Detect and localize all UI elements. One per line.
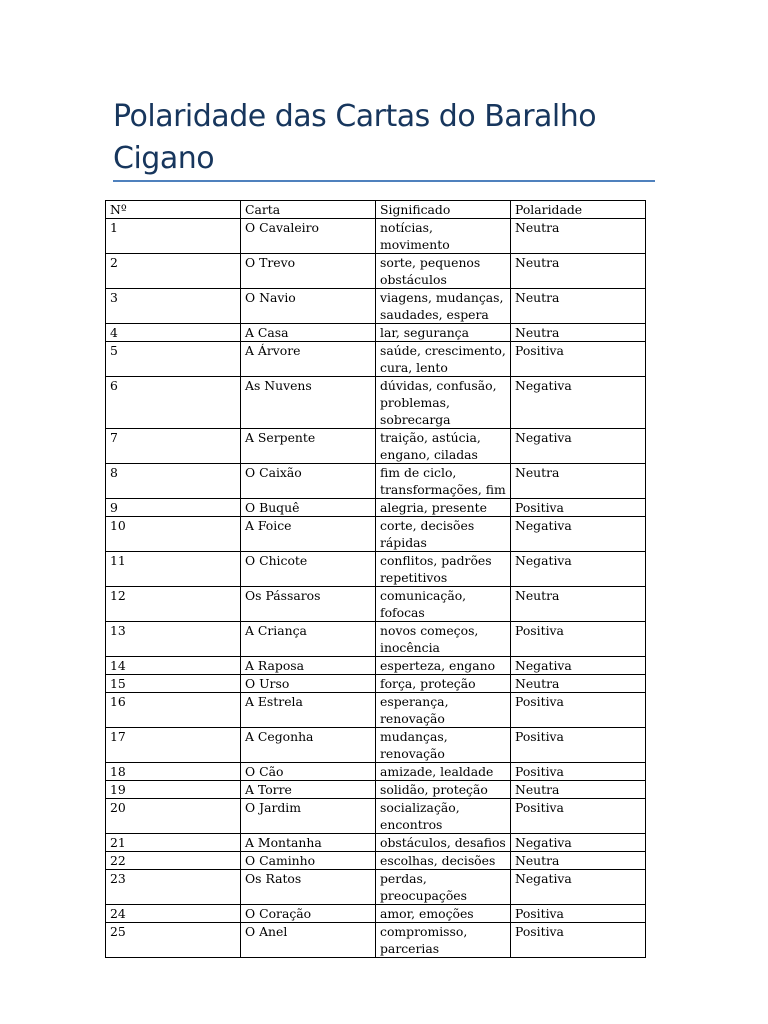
cell-meaning: comunicação, fofocas [376, 587, 511, 622]
cell-card: Os Pássaros [241, 587, 376, 622]
cell-card: Os Ratos [241, 870, 376, 905]
cell-number: 19 [106, 781, 241, 799]
cell-number: 18 [106, 763, 241, 781]
cell-polarity: Neutra [511, 587, 646, 622]
table-row [106, 254, 646, 289]
table-row [106, 517, 646, 552]
cell-card: O Chicote [241, 552, 376, 587]
cell-card: O Navio [241, 289, 376, 324]
cell-meaning: saúde, crescimento, cura, lento [376, 342, 511, 377]
cell-polarity: Neutra [511, 289, 646, 324]
cell-number: 23 [106, 870, 241, 905]
cell-number: 1 [106, 219, 241, 254]
cell-card: A Criança [241, 622, 376, 657]
cell-meaning: obstáculos, desafios [376, 834, 511, 852]
cell-meaning: esperança, renovação [376, 693, 511, 728]
table-row [106, 622, 646, 657]
cell-card: O Coração [241, 905, 376, 923]
cell-polarity: Positiva [511, 622, 646, 657]
cell-meaning: corte, decisões rápidas [376, 517, 511, 552]
table-row [106, 834, 646, 852]
cell-polarity: Neutra [511, 852, 646, 870]
cell-polarity: Positiva [511, 905, 646, 923]
cell-meaning: força, proteção [376, 675, 511, 693]
cell-card: O Anel [241, 923, 376, 958]
table-row [106, 499, 646, 517]
cell-card: O Trevo [241, 254, 376, 289]
cell-card: A Montanha [241, 834, 376, 852]
cell-card: O Urso [241, 675, 376, 693]
cell-meaning: lar, segurança [376, 324, 511, 342]
cell-number: 14 [106, 657, 241, 675]
table-header-row [106, 201, 646, 219]
cell-card: O Jardim [241, 799, 376, 834]
table-row [106, 693, 646, 728]
table-row [106, 377, 646, 429]
table-row [106, 657, 646, 675]
cell-card: As Nuvens [241, 377, 376, 429]
cell-polarity: Neutra [511, 254, 646, 289]
cell-meaning: conflitos, padrões repetitivos [376, 552, 511, 587]
cell-polarity: Negativa [511, 377, 646, 429]
cell-meaning: socialização, encontros [376, 799, 511, 834]
table-row [106, 763, 646, 781]
cell-meaning: dúvidas, confusão, problemas, sobrecarga [376, 377, 511, 429]
table-row [106, 781, 646, 799]
cell-meaning: compromisso, parcerias [376, 923, 511, 958]
cell-meaning: fim de ciclo, transformações, fim [376, 464, 511, 499]
cell-polarity: Negativa [511, 657, 646, 675]
cell-polarity: Neutra [511, 675, 646, 693]
table-row [106, 552, 646, 587]
cell-polarity: Positiva [511, 728, 646, 763]
cell-meaning: perdas, preocupações [376, 870, 511, 905]
table-row [106, 324, 646, 342]
cell-meaning: alegria, presente [376, 499, 511, 517]
cell-number: 15 [106, 675, 241, 693]
cell-polarity: Negativa [511, 870, 646, 905]
cell-card: A Torre [241, 781, 376, 799]
cell-polarity: Neutra [511, 781, 646, 799]
cell-meaning: viagens, mudanças, saudades, espera [376, 289, 511, 324]
table-row [106, 923, 646, 958]
cell-card: A Árvore [241, 342, 376, 377]
cell-number: 21 [106, 834, 241, 852]
cell-meaning: mudanças, renovação [376, 728, 511, 763]
cell-number: 13 [106, 622, 241, 657]
cell-polarity: Positiva [511, 499, 646, 517]
cell-polarity: Positiva [511, 763, 646, 781]
cell-card: A Casa [241, 324, 376, 342]
cards-table [105, 200, 646, 958]
cell-meaning: esperteza, engano [376, 657, 511, 675]
title-underline [113, 180, 655, 182]
cell-polarity: Neutra [511, 324, 646, 342]
table-row [106, 870, 646, 905]
table-row [106, 799, 646, 834]
cell-meaning: notícias, movimento [376, 219, 511, 254]
cell-card: A Serpente [241, 429, 376, 464]
cell-card: A Foice [241, 517, 376, 552]
cell-meaning: amizade, lealdade [376, 763, 511, 781]
table-row [106, 587, 646, 622]
cell-card: O Cão [241, 763, 376, 781]
cell-card: O Caminho [241, 852, 376, 870]
cell-card: O Caixão [241, 464, 376, 499]
table-row [106, 852, 646, 870]
cell-meaning: traição, astúcia, engano, ciladas [376, 429, 511, 464]
table-row [106, 342, 646, 377]
page-title: Polaridade das Cartas do Baralho Cigano [113, 99, 597, 176]
cell-meaning: sorte, pequenos obstáculos [376, 254, 511, 289]
cell-meaning: escolhas, decisões [376, 852, 511, 870]
table-row [106, 464, 646, 499]
cell-polarity: Neutra [511, 464, 646, 499]
cell-polarity: Negativa [511, 517, 646, 552]
cell-card: O Buquê [241, 499, 376, 517]
cell-number: 9 [106, 499, 241, 517]
cell-number: 24 [106, 905, 241, 923]
cell-number: 11 [106, 552, 241, 587]
cell-card: A Raposa [241, 657, 376, 675]
cell-card: O Cavaleiro [241, 219, 376, 254]
table-row [106, 905, 646, 923]
cell-meaning: novos começos, inocência [376, 622, 511, 657]
cell-polarity: Positiva [511, 342, 646, 377]
cell-polarity: Negativa [511, 834, 646, 852]
cell-number: 22 [106, 852, 241, 870]
table-row [106, 675, 646, 693]
cell-number: 12 [106, 587, 241, 622]
table-row [106, 728, 646, 763]
cell-number: 5 [106, 342, 241, 377]
header-cell-card: Carta [241, 201, 376, 219]
header-cell-polarity: Polaridade [511, 201, 646, 219]
cell-polarity: Positiva [511, 799, 646, 834]
cell-number: 8 [106, 464, 241, 499]
cell-number: 4 [106, 324, 241, 342]
table-row [106, 289, 646, 324]
header-cell-number: Nº [106, 201, 241, 219]
table-row [106, 219, 646, 254]
cell-number: 3 [106, 289, 241, 324]
cell-number: 2 [106, 254, 241, 289]
cell-number: 17 [106, 728, 241, 763]
cell-polarity: Neutra [511, 219, 646, 254]
cell-number: 7 [106, 429, 241, 464]
cell-card: A Cegonha [241, 728, 376, 763]
cell-meaning: amor, emoções [376, 905, 511, 923]
cell-number: 10 [106, 517, 241, 552]
cards-table-body [106, 201, 646, 958]
cell-number: 16 [106, 693, 241, 728]
table-row [106, 429, 646, 464]
cell-polarity: Positiva [511, 923, 646, 958]
cell-number: 6 [106, 377, 241, 429]
cell-number: 25 [106, 923, 241, 958]
cell-polarity: Negativa [511, 429, 646, 464]
cell-card: A Estrela [241, 693, 376, 728]
cell-polarity: Negativa [511, 552, 646, 587]
cell-meaning: solidão, proteção [376, 781, 511, 799]
cell-polarity: Positiva [511, 693, 646, 728]
header-cell-meaning: Significado [376, 201, 511, 219]
cell-number: 20 [106, 799, 241, 834]
